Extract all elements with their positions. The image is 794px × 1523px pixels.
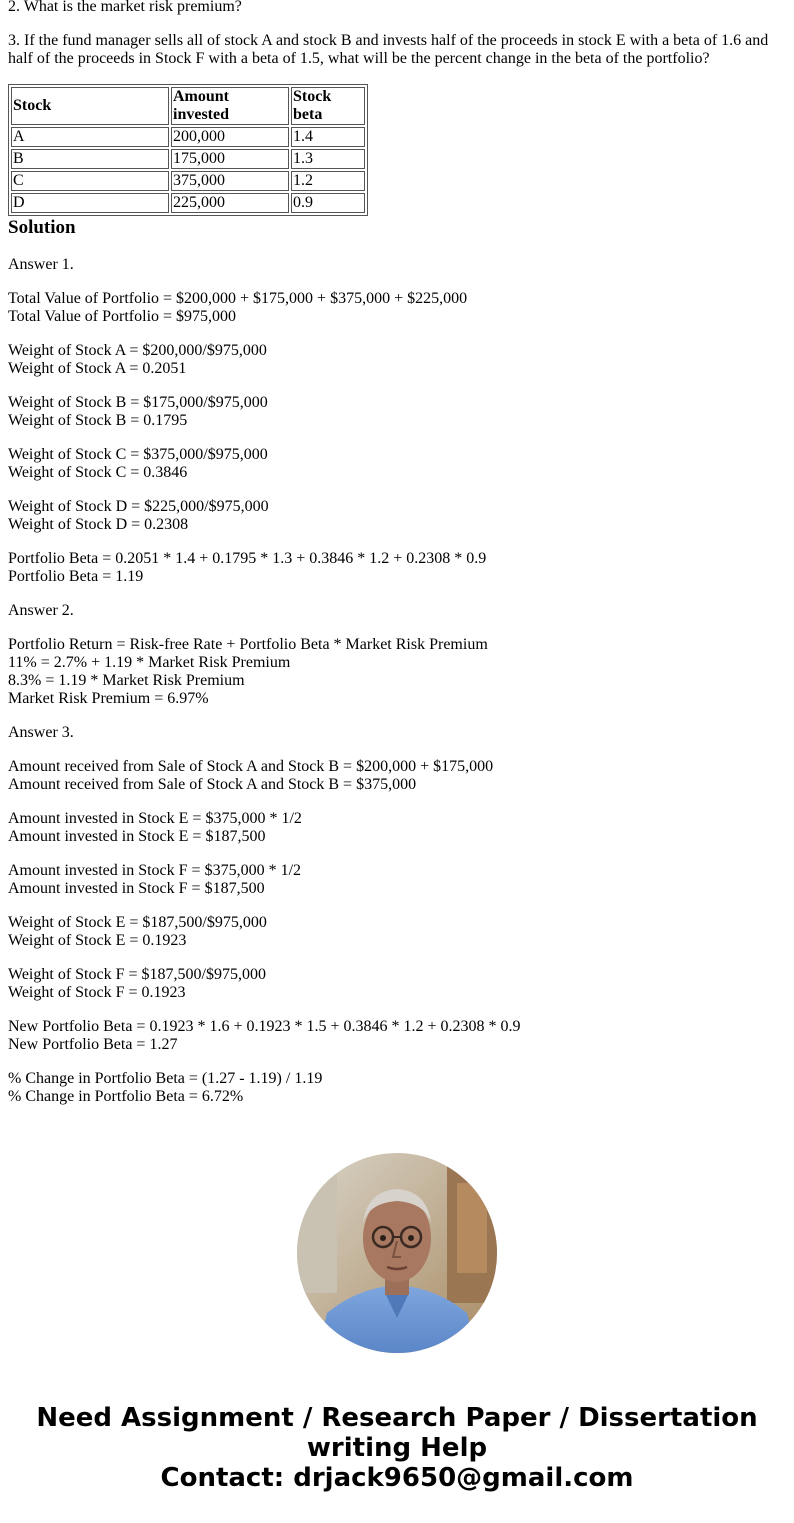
header-amount-invested: Amount invested	[171, 87, 289, 125]
solution-line: % Change in Portfolio Beta = 6.72%	[8, 1088, 244, 1105]
solution-line: Amount received from Sale of Stock A and Stock B = $200,000 + $175,000	[8, 758, 494, 775]
solution-line: Weight of Stock A = $200,000/$975,000	[8, 342, 267, 359]
solution-line: Amount invested in Stock E = $375,000 * 1/2	[8, 810, 302, 827]
solution-line: Weight of Stock D = $225,000/$975,000	[8, 498, 269, 515]
stock-table	[8, 84, 368, 216]
cell-amount: 225,000	[171, 193, 289, 213]
answer-3-label: Answer 3.	[8, 724, 74, 741]
cell-stock: C	[11, 171, 169, 191]
answer-1-label: Answer 1.	[8, 256, 74, 273]
cell-beta: 0.9	[291, 193, 365, 213]
header-stock-beta: Stock beta	[291, 87, 365, 125]
solution-line: Amount received from Sale of Stock A and Stock B = $375,000	[8, 776, 417, 793]
table-header-row	[11, 87, 365, 125]
solution-line: Weight of Stock F = 0.1923	[8, 984, 186, 1001]
solution-line: Total Value of Portfolio = $200,000 + $175,000 + $375,000 + $225,000	[8, 290, 468, 307]
solution-line: Portfolio Beta = 0.2051 * 1.4 + 0.1795 * 1.3 + 0.3846 * 1.2 + 0.2308 * 0.9	[8, 550, 487, 567]
solution-line: Weight of Stock E = $187,500/$975,000	[8, 914, 267, 931]
cell-beta: 1.4	[291, 127, 365, 147]
question-2: 2. What is the market risk premium?	[8, 0, 242, 15]
table-row	[11, 193, 365, 213]
solution-line: Weight of Stock A = 0.2051	[8, 360, 187, 377]
solution-line: Portfolio Return = Risk-free Rate + Portfolio Beta * Market Risk Premium	[8, 636, 488, 653]
solution-heading: Solution	[8, 217, 76, 238]
solution-line: Weight of Stock B = $175,000/$975,000	[8, 394, 268, 411]
promo-contact-email: Contact: drjack9650@gmail.com	[160, 1463, 634, 1493]
promo-line-1: Need Assignment / Research Paper / Dissertation	[36, 1403, 758, 1433]
solution-line: Weight of Stock E = 0.1923	[8, 932, 187, 949]
solution-line: New Portfolio Beta = 1.27	[8, 1036, 178, 1053]
table-row	[11, 127, 365, 147]
solution-line: % Change in Portfolio Beta = (1.27 - 1.19) / 1.19	[8, 1070, 323, 1087]
cell-amount: 375,000	[171, 171, 289, 191]
cell-amount: 175,000	[171, 149, 289, 169]
solution-line: Amount invested in Stock F = $375,000 * 1/2	[8, 862, 302, 879]
solution-line: 11% = 2.7% + 1.19 * Market Risk Premium	[8, 654, 291, 671]
solution-line: Amount invested in Stock E = $187,500	[8, 828, 266, 845]
solution-line: 8.3% = 1.19 * Market Risk Premium	[8, 672, 245, 689]
question-3: 3. If the fund manager sells all of stock A and stock B and invests half of the proceeds in stock E with a beta of 1.6 and half of the proceeds in Stock F with a beta of 1.5, what will be the percent change in the beta of the portfolio?	[8, 32, 769, 67]
solution-line: Weight of Stock C = 0.3846	[8, 464, 188, 481]
cell-amount: 200,000	[171, 127, 289, 147]
solution-line: Weight of Stock B = 0.1795	[8, 412, 188, 429]
solution-line: Market Risk Premium = 6.97%	[8, 690, 209, 707]
solution-line: Weight of Stock C = $375,000/$975,000	[8, 446, 268, 463]
cell-beta: 1.3	[291, 149, 365, 169]
solution-line: Weight of Stock F = $187,500/$975,000	[8, 966, 266, 983]
solution-line: Amount invested in Stock F = $187,500	[8, 880, 265, 897]
promo-line-2: writing Help	[306, 1433, 488, 1463]
cell-stock: B	[11, 149, 169, 169]
header-stock: Stock	[11, 87, 169, 125]
author-portrait	[297, 1153, 497, 1353]
table-row	[11, 171, 365, 191]
promo-banner	[0, 1403, 794, 1493]
table-row	[11, 149, 365, 169]
solution-line: Total Value of Portfolio = $975,000	[8, 308, 237, 325]
solution-line: Portfolio Beta = 1.19	[8, 568, 144, 585]
cell-stock: A	[11, 127, 169, 147]
cell-stock: D	[11, 193, 169, 213]
answer-2-label: Answer 2.	[8, 602, 74, 619]
author-avatar	[297, 1153, 497, 1353]
solution-line: New Portfolio Beta = 0.1923 * 1.6 + 0.1923 * 1.5 + 0.3846 * 1.2 + 0.2308 * 0.9	[8, 1018, 521, 1035]
cell-beta: 1.2	[291, 171, 365, 191]
solution-line: Weight of Stock D = 0.2308	[8, 516, 189, 533]
